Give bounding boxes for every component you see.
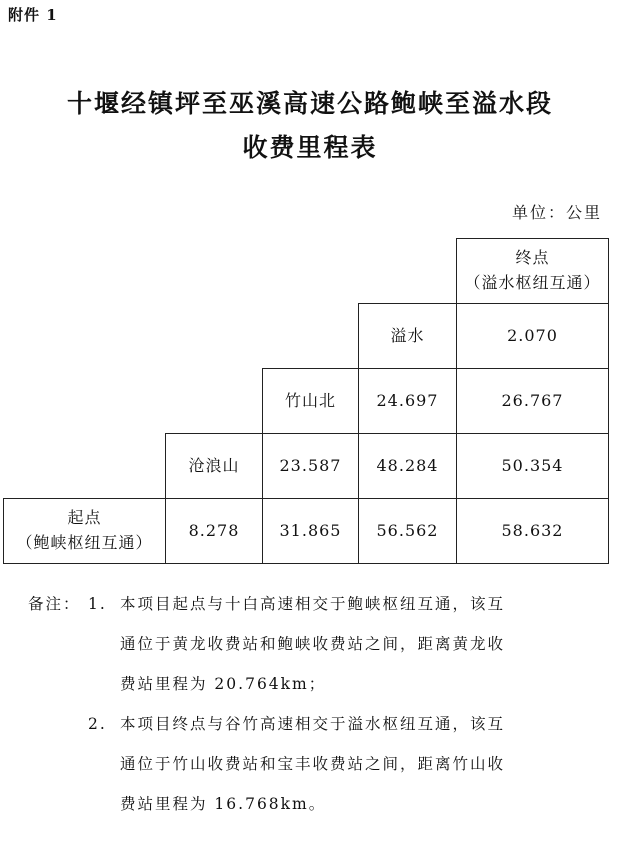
note-line: 费站里程为 20.764km； [120, 675, 327, 693]
distance-cell: 8.278 [165, 498, 263, 564]
end-point-cell [456, 238, 609, 304]
note-number: 1. [88, 595, 107, 613]
end-point-label: 终点 [515, 248, 550, 268]
distance-cell: 31.865 [262, 498, 359, 564]
distance-cell: 48.284 [358, 433, 457, 499]
note-line: 本项目起点与十白高速相交于鲍峡枢纽互通，该互 [120, 595, 506, 613]
unit-label: 单位：公里 [511, 203, 602, 222]
note-line: 通位于竹山收费站和宝丰收费站之间，距离竹山收 [120, 755, 506, 773]
distance-cell: 58.632 [456, 498, 609, 564]
attachment-label: 附件 1 [8, 6, 58, 24]
station-yishui: 溢水 [358, 303, 457, 369]
note-line: 费站里程为 16.768km。 [120, 795, 327, 813]
note-line: 通位于黄龙收费站和鲍峡收费站之间，距离黄龙收 [120, 635, 506, 653]
distance-cell: 2.070 [456, 303, 609, 369]
distance-cell: 56.562 [358, 498, 457, 564]
notes-section [28, 584, 608, 824]
distance-cell: 23.587 [262, 433, 359, 499]
notes-label: 备注： [28, 595, 81, 613]
station-canglangshan: 沧浪山 [165, 433, 263, 499]
start-point-sub: （鲍峡枢纽互通） [16, 533, 153, 552]
note-line: 本项目终点与谷竹高速相交于溢水枢纽互通，该互 [120, 715, 506, 733]
distance-cell: 26.767 [456, 368, 609, 434]
distance-cell: 24.697 [358, 368, 457, 434]
page-title-line2: 收费里程表 [242, 133, 378, 162]
start-point-label: 起点 [67, 508, 102, 528]
note-number: 2. [88, 715, 107, 733]
start-point-cell [3, 498, 166, 564]
page-title-line1: 十堰经镇坪至巫溪高速公路鲍峡至溢水段 [66, 89, 553, 118]
end-point-sub: （溢水枢纽互通） [464, 273, 601, 292]
station-zhushanbei: 竹山北 [262, 368, 359, 434]
distance-cell: 50.354 [456, 433, 609, 499]
